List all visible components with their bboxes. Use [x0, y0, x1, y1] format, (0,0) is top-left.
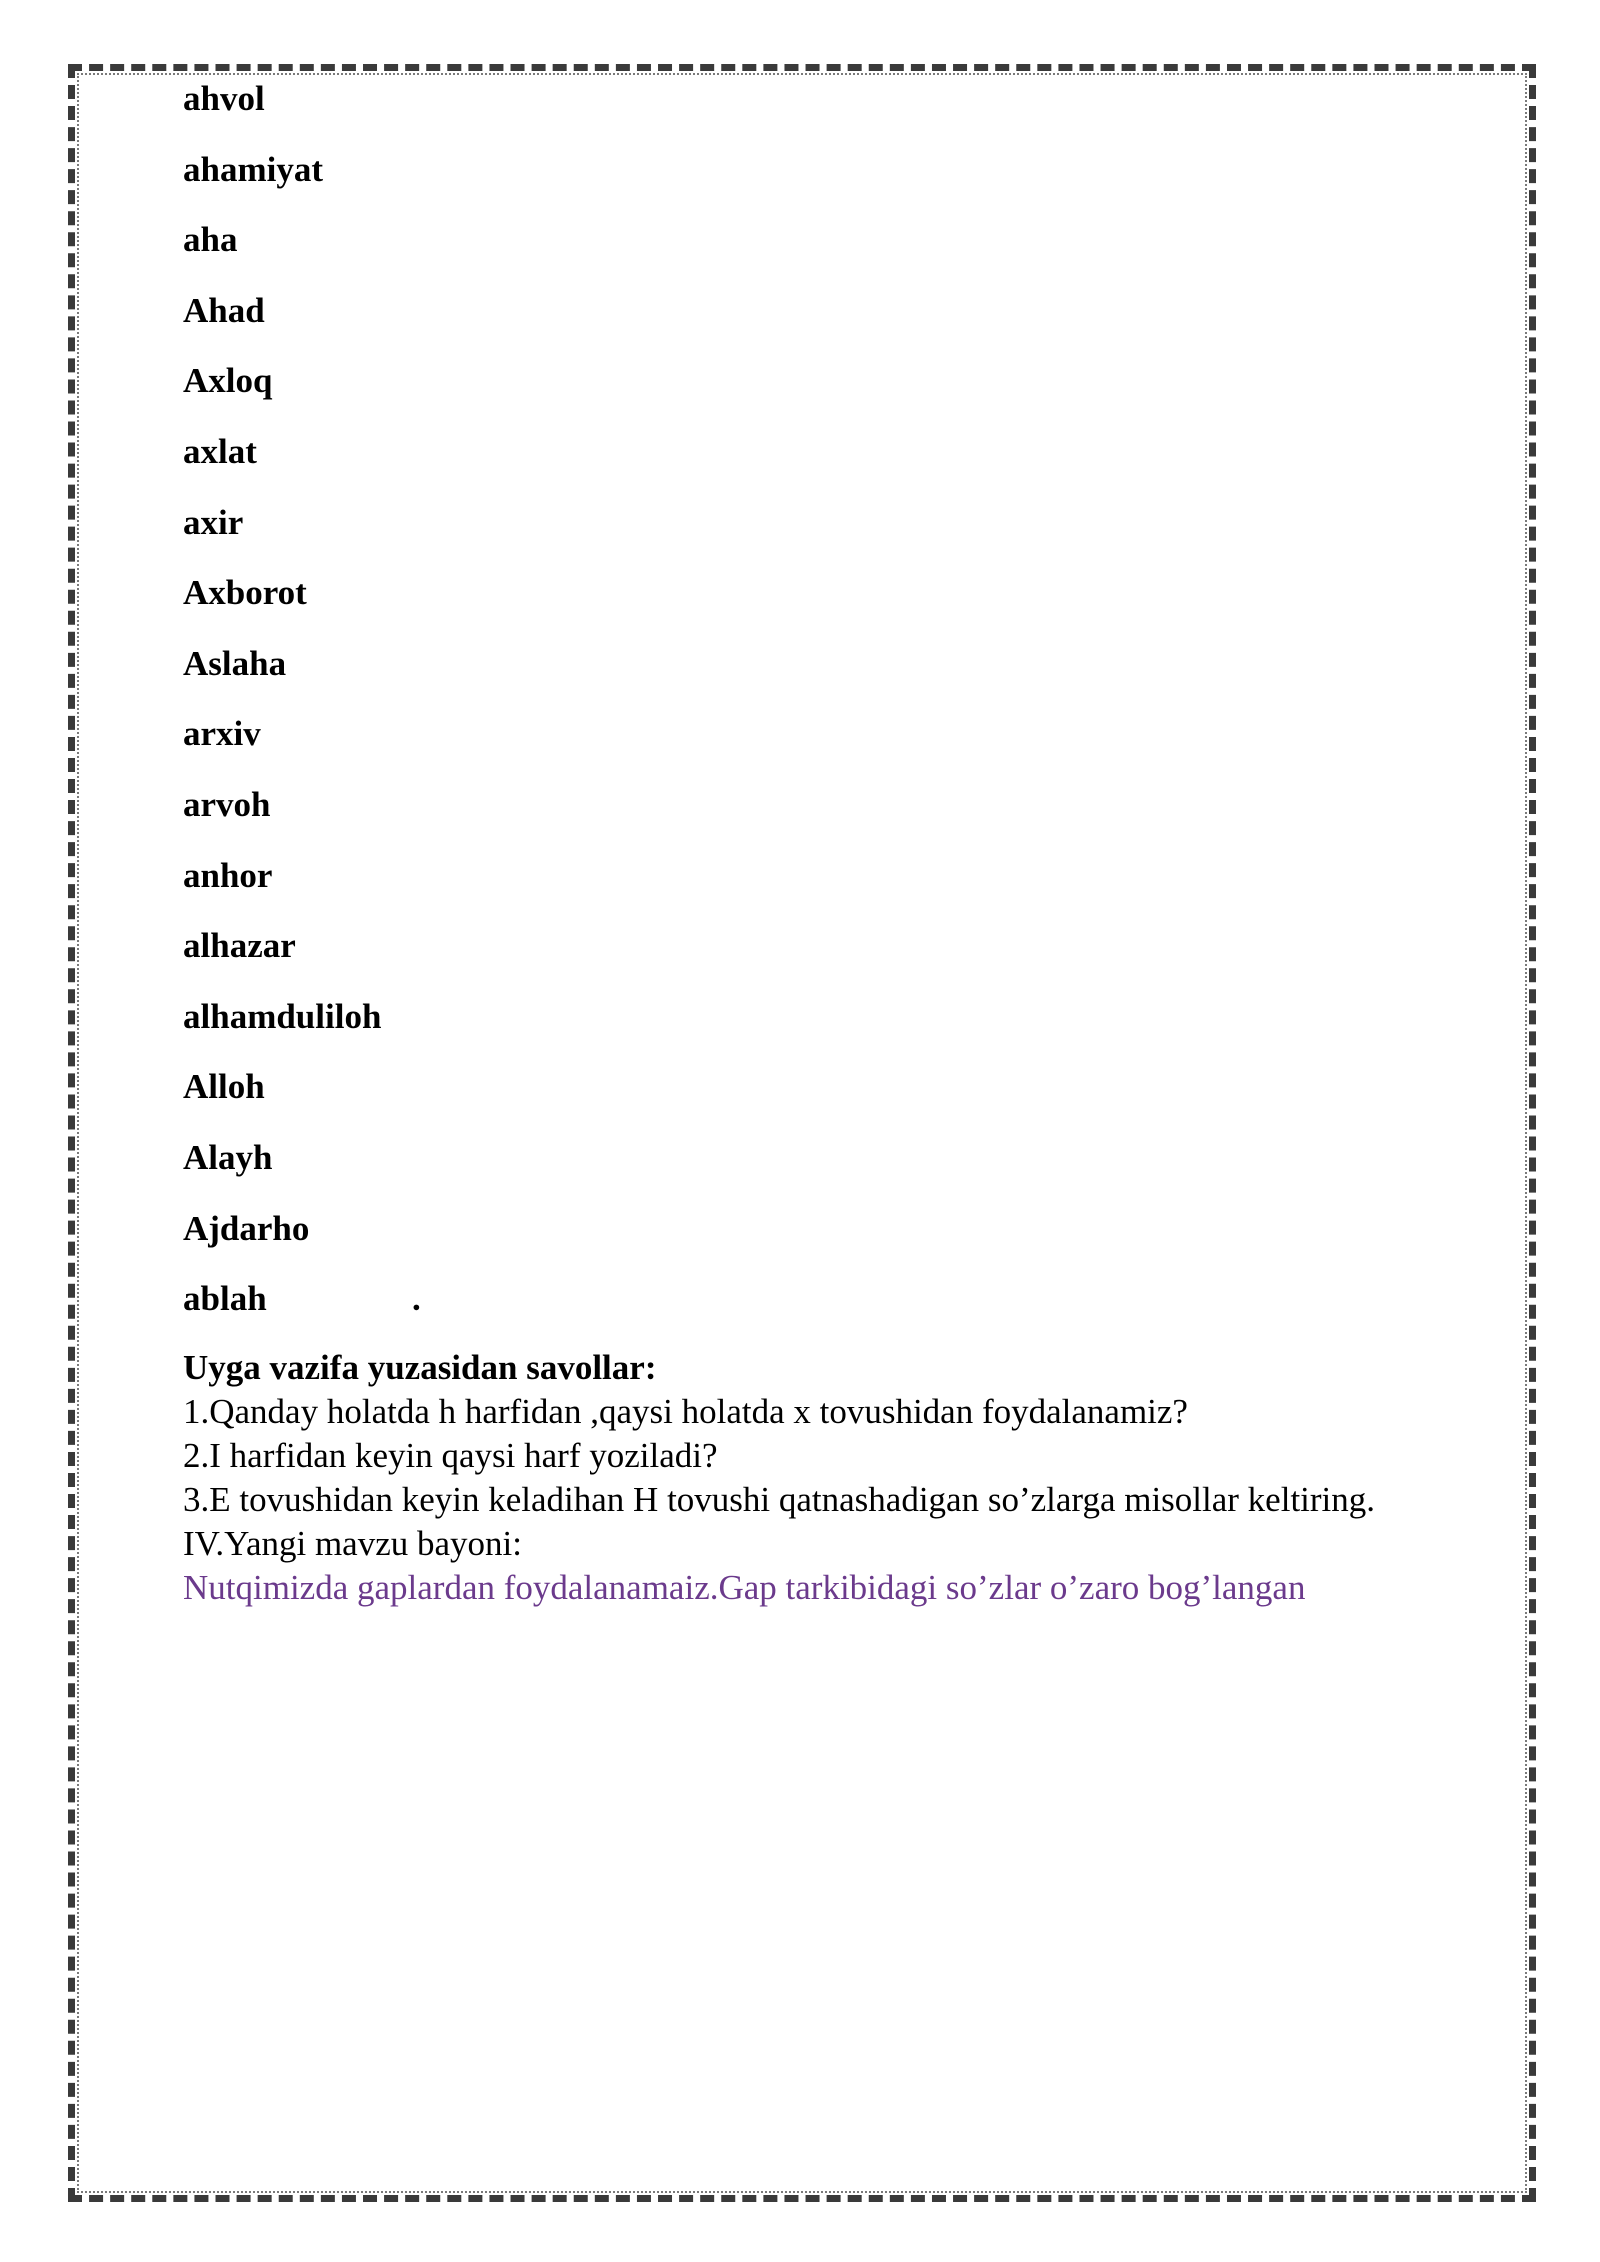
word-item: ahamiyat [183, 149, 323, 189]
section-heading: IV.Yangi mavzu bayoni: [183, 1524, 522, 1563]
word-item: alhamduliloh [183, 996, 382, 1036]
homework-section [183, 1346, 1523, 1610]
word-item: Alloh [183, 1067, 265, 1107]
word-item: axlat [183, 431, 257, 471]
word-item: aha [183, 220, 238, 260]
word-item: Axborot [183, 573, 307, 613]
word-item: axir [183, 502, 244, 542]
homework-title: Uyga vazifa yuzasidan savollar: [183, 1348, 657, 1387]
word-item: ahvol [183, 79, 265, 118]
intro-text: Nutqimizda gaplardan foydalanamaiz.Gap tarkibidagi so’zlar o’zaro bog’langan [183, 1568, 1306, 1607]
homework-question-2: 2.I harfidan keyin qaysi harf yoziladi? [183, 1436, 718, 1475]
word-item: Axloq [183, 361, 273, 401]
word-item: Ahad [183, 290, 265, 330]
word-list [183, 76, 381, 1347]
homework-question-1: 1.Qanday holatda h harfidan ,qaysi holatda x tovushidan foydalanamiz? [183, 1392, 1188, 1431]
word-item: arxiv [183, 714, 261, 754]
word-item: ablah [183, 1279, 267, 1319]
word-item: Ajdarho [183, 1208, 310, 1248]
homework-question-3: 3.E tovushidan keyin keladihan H tovushi qatnashadigan so’zlarga misollar keltiring. [183, 1480, 1376, 1519]
word-item: anhor [183, 855, 273, 895]
word-item: arvoh [183, 784, 271, 824]
word-item: alhazar [183, 926, 296, 966]
trailing-dot: . [412, 1279, 421, 1318]
word-item: Alayh [183, 1137, 273, 1177]
word-item: Aslaha [183, 643, 287, 683]
